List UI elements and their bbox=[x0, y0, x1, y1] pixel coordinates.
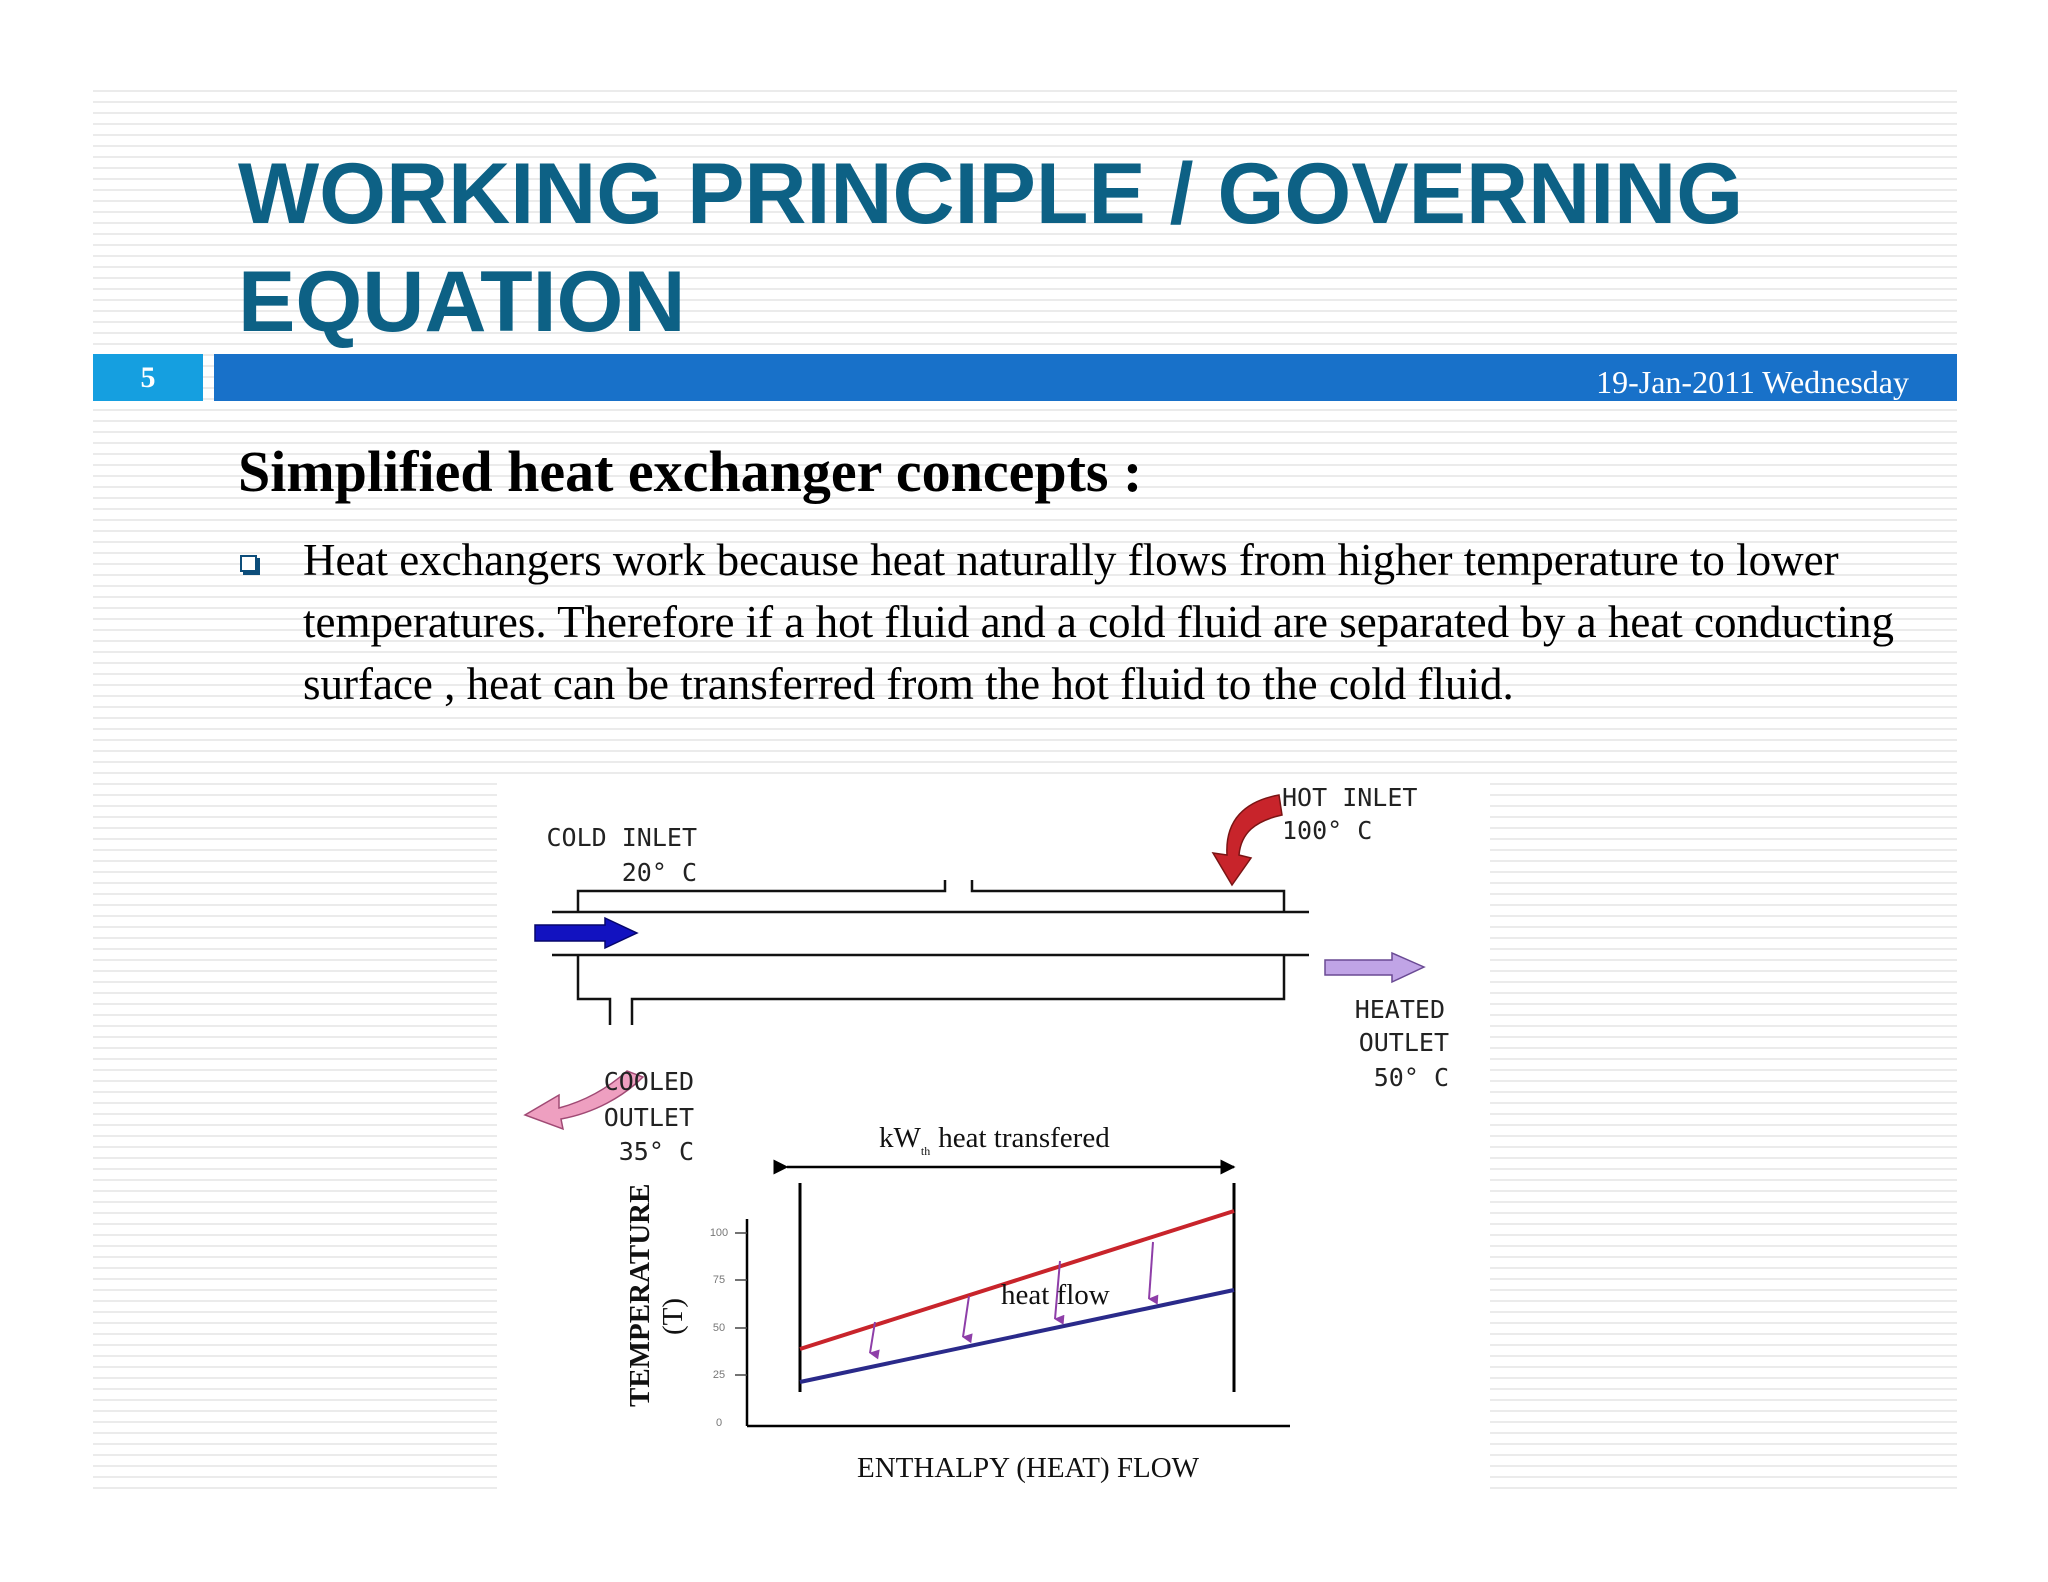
cooled-outlet-line2: OUTLET bbox=[603, 1103, 694, 1132]
hot-inlet-temp: 100° C bbox=[1282, 816, 1373, 845]
x-axis-label: ENTHALPY (HEAT) FLOW bbox=[857, 1452, 1200, 1484]
y-tick-100: 100 bbox=[709, 1227, 729, 1239]
slide-subtitle: Simplified heat exchanger concepts : bbox=[238, 439, 1143, 504]
bullet-square-icon bbox=[240, 555, 257, 572]
heated-outlet-arrow-icon bbox=[1325, 953, 1424, 982]
y-tick-25: 25 bbox=[712, 1369, 726, 1381]
y-axis-label: TEMPERATURE bbox=[624, 1183, 656, 1407]
heated-outlet-line1: HEATED bbox=[1354, 995, 1445, 1024]
bullet-text: Heat exchangers work because heat naturally flows from higher temperature to lower temperatures. Therefore if a hot fluid and a cold fluid are separated by a heat conducting surface , heat can be transferred from the hot fluid to the cold fluid. bbox=[303, 535, 1894, 709]
y-tick-0: 0 bbox=[715, 1417, 723, 1429]
y-axis-ticks bbox=[735, 1233, 747, 1375]
heat-flow-label: heat flow bbox=[1001, 1279, 1110, 1311]
hot-inlet-arrow-icon bbox=[1213, 795, 1282, 885]
cooled-outlet-temp: 35° C bbox=[618, 1137, 694, 1166]
hot-inlet-label: HOT INLET bbox=[1282, 783, 1418, 812]
heated-outlet-line2: OUTLET bbox=[1358, 1028, 1449, 1057]
slide-title: WORKING PRINCIPLE / GOVERNING EQUATION bbox=[238, 146, 1744, 350]
header-bar bbox=[214, 354, 1957, 401]
cold-inlet-arrow-icon bbox=[535, 918, 637, 948]
cold-inlet-label: COLD INLET bbox=[546, 823, 697, 852]
cold-inlet-temp: 20° C bbox=[621, 858, 697, 887]
heat-exchanger-diagram bbox=[497, 775, 1490, 1495]
heated-outlet-temp: 50° C bbox=[1373, 1063, 1449, 1092]
y-tick-75: 75 bbox=[712, 1274, 726, 1286]
slide-number-badge: 5 bbox=[93, 354, 203, 401]
slide-date: 19-Jan-2011 Wednesday bbox=[1596, 364, 1909, 400]
exchanger-shell bbox=[552, 880, 1309, 1025]
heat-transferred-label: $kW_{th}$ heat transfered bbox=[879, 1122, 1110, 1158]
y-axis-unit: (T) bbox=[657, 1297, 689, 1335]
heat-exchanger-figure bbox=[497, 775, 1490, 1495]
y-tick-50: 50 bbox=[712, 1322, 726, 1334]
cooled-outlet-line1: COOLED bbox=[603, 1067, 694, 1096]
